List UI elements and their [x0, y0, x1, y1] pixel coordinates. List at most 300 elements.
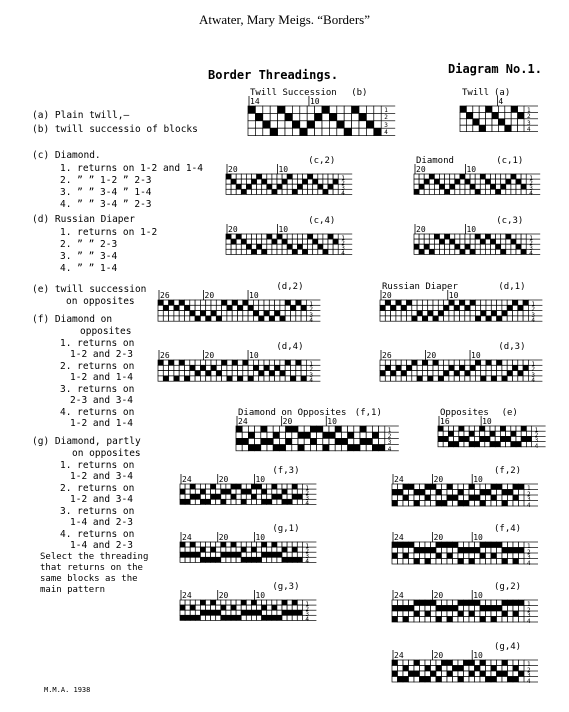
- thread-cell: [492, 106, 498, 112]
- thread-cell: [190, 552, 195, 557]
- thread-cell: [185, 376, 190, 381]
- harness-number: 3: [527, 496, 531, 503]
- thread-cell: [264, 305, 269, 310]
- thread-cell: [195, 542, 200, 547]
- thread-cell: [469, 677, 475, 683]
- thread-cell: [360, 445, 366, 451]
- thread-cell: [297, 557, 302, 562]
- thread-cell: [238, 376, 243, 381]
- thread-cell: [422, 305, 427, 310]
- thread-cell: [470, 179, 475, 184]
- legend-f-sub-4: 1-2 and 1-4: [70, 372, 133, 383]
- thread-cell: [464, 600, 470, 606]
- thread-cell: [280, 311, 285, 316]
- thread-cell: [285, 311, 290, 316]
- thread-cell: [275, 360, 280, 365]
- threading-grid: [180, 526, 318, 564]
- thread-cell: [348, 432, 354, 438]
- thread-cell: [498, 119, 504, 125]
- thread-cell: [221, 547, 226, 552]
- thread-cell: [511, 244, 516, 249]
- thread-cell: [454, 376, 459, 381]
- thread-cell: [226, 249, 231, 254]
- thread-cell: [158, 311, 163, 316]
- thread-cell: [507, 360, 512, 365]
- thread-cell: [425, 677, 431, 683]
- thread-cell: [464, 611, 470, 617]
- thread-cell: [272, 184, 277, 189]
- thread-cell: [297, 184, 302, 189]
- thread-cell: [501, 234, 506, 239]
- thread-cell: [257, 610, 262, 615]
- thread-cell: [248, 371, 253, 376]
- thread-cell: [264, 300, 269, 305]
- thread-cell: [396, 311, 401, 316]
- thread-cell: [521, 179, 526, 184]
- thread-cell: [222, 371, 227, 376]
- thread-cell: [231, 489, 236, 494]
- thread-cell: [163, 316, 168, 321]
- thread-cell: [262, 484, 267, 489]
- thread-cell: [366, 128, 373, 135]
- thread-cell: [475, 174, 480, 179]
- thread-cell: [469, 617, 475, 623]
- thread-cell: [486, 671, 492, 677]
- thread-cell: [458, 671, 464, 677]
- thread-cell: [409, 495, 415, 501]
- thread-cell: [486, 660, 492, 666]
- thread-cell: [241, 249, 246, 254]
- thread-cell: [407, 371, 412, 376]
- thread-cell: [454, 316, 459, 321]
- thread-cell: [262, 605, 267, 610]
- thread-cell: [447, 600, 453, 606]
- thread-cell: [442, 660, 448, 666]
- thread-cell: [200, 371, 205, 376]
- thread-cell: [206, 376, 211, 381]
- thread-cell: [231, 249, 236, 254]
- thread-cell: [474, 436, 479, 441]
- thread-cell: [480, 617, 486, 623]
- thread-cell: [444, 376, 449, 381]
- thread-cell: [323, 249, 328, 254]
- draft-tag: (d,4): [276, 342, 304, 352]
- thread-cell: [296, 305, 301, 310]
- thread-cell: [236, 542, 241, 547]
- thread-cell: [433, 305, 438, 310]
- thread-cell: [516, 426, 521, 431]
- thread-cell: [359, 106, 366, 113]
- thread-cell: [301, 300, 306, 305]
- thread-cell: [227, 365, 232, 370]
- thread-cell: [262, 179, 267, 184]
- thread-cell: [352, 113, 359, 120]
- thread-cell: [507, 371, 512, 376]
- thread-cell: [241, 484, 246, 489]
- legend-g-sub-4: 1-2 and 3-4: [70, 494, 133, 505]
- thread-cell: [403, 559, 409, 565]
- thread-cell: [262, 174, 267, 179]
- thread-cell: [497, 671, 503, 677]
- thread-cell: [491, 249, 496, 254]
- thread-cell: [475, 311, 480, 316]
- thread-cell: [445, 244, 450, 249]
- signature: M.M.A. 1938: [44, 686, 91, 694]
- thread-cell: [304, 445, 310, 451]
- harness-number: 4: [387, 445, 392, 453]
- draft-thread-number: 26: [160, 291, 170, 300]
- thread-cell: [297, 547, 302, 552]
- thread-cell: [179, 376, 184, 381]
- thread-cell: [267, 234, 272, 239]
- thread-cell: [466, 119, 472, 125]
- thread-cell: [200, 499, 205, 504]
- thread-cell: [227, 376, 232, 381]
- thread-cell: [521, 174, 526, 179]
- thread-cell: [277, 234, 282, 239]
- thread-cell: [282, 615, 287, 620]
- thread-cell: [231, 610, 236, 615]
- thread-cell: [491, 239, 496, 244]
- thread-cell: [491, 360, 496, 365]
- legend-g-sub-5: 3. returns on: [60, 506, 135, 517]
- thread-cell: [431, 666, 437, 672]
- thread-cell: [403, 617, 409, 623]
- thread-cell: [285, 360, 290, 365]
- thread-cell: [297, 600, 302, 605]
- thread-cell: [521, 426, 526, 431]
- harness-number: 1: [341, 175, 345, 182]
- thread-cell: [420, 606, 426, 612]
- harness-number: 2: [387, 433, 392, 441]
- thread-cell: [251, 552, 256, 557]
- harness-number: 3: [527, 554, 531, 561]
- thread-cell: [518, 300, 523, 305]
- thread-cell: [447, 490, 453, 496]
- thread-cell: [185, 311, 190, 316]
- thread-cell: [282, 557, 287, 562]
- thread-cell: [206, 615, 211, 620]
- thread-cell: [480, 611, 486, 617]
- thread-cell: [475, 600, 481, 606]
- thread-cell: [506, 239, 511, 244]
- thread-cell: [221, 484, 226, 489]
- thread-cell: [412, 305, 417, 310]
- thread-cell: [226, 179, 231, 184]
- thread-cell: [262, 499, 267, 504]
- thread-cell: [195, 610, 200, 615]
- harness-number: 1: [305, 543, 310, 550]
- thread-cell: [419, 179, 424, 184]
- thread-cell: [211, 360, 216, 365]
- thread-cell: [508, 671, 514, 677]
- thread-cell: [460, 371, 465, 376]
- thread-cell: [282, 610, 287, 615]
- thread-cell: [429, 179, 434, 184]
- thread-cell: [231, 484, 236, 489]
- thread-cell: [323, 234, 328, 239]
- thread-cell: [267, 494, 272, 499]
- thread-cell: [279, 432, 285, 438]
- harness-number: 3: [527, 612, 531, 619]
- thread-cell: [523, 316, 528, 321]
- thread-cell: [469, 436, 474, 441]
- thread-cell: [424, 239, 429, 244]
- draft-thread-number: 10: [327, 417, 337, 426]
- thread-cell: [354, 445, 360, 451]
- thread-cell: [255, 432, 261, 438]
- thread-cell: [236, 432, 242, 438]
- thread-cell: [518, 125, 524, 131]
- thread-cell: [322, 128, 329, 135]
- thread-cell: [248, 305, 253, 310]
- thread-cell: [508, 501, 514, 507]
- thread-cell: [257, 244, 262, 249]
- thread-cell: [185, 542, 190, 547]
- thread-cell: [262, 244, 267, 249]
- legend-c-3: 3. ” ” 3-4 ” 1-4: [60, 187, 152, 198]
- thread-cell: [180, 489, 185, 494]
- thread-cell: [480, 484, 486, 490]
- thread-cell: [420, 484, 426, 490]
- thread-cell: [158, 371, 163, 376]
- draft-thread-number: 10: [255, 475, 266, 484]
- thread-cell: [417, 360, 422, 365]
- thread-cell: [267, 438, 273, 444]
- thread-cell: [286, 426, 292, 432]
- thread-cell: [414, 660, 420, 666]
- thread-cell: [519, 617, 525, 623]
- thread-cell: [216, 499, 221, 504]
- thread-cell: [248, 128, 255, 135]
- thread-cell: [221, 615, 226, 620]
- thread-cell: [502, 660, 508, 666]
- draft-tag: (c,1): [496, 156, 524, 166]
- thread-cell: [323, 184, 328, 189]
- thread-cell: [445, 174, 450, 179]
- thread-cell: [513, 495, 519, 501]
- thread-cell: [464, 660, 470, 666]
- thread-cell: [485, 189, 490, 194]
- thread-cell: [412, 365, 417, 370]
- thread-cell: [190, 499, 195, 504]
- thread-cell: [200, 365, 205, 370]
- thread-cell: [246, 610, 251, 615]
- thread-cell: [391, 376, 396, 381]
- thread-cell: [479, 106, 485, 112]
- thread-cell: [243, 365, 248, 370]
- thread-cell: [366, 113, 373, 120]
- thread-cell: [243, 360, 248, 365]
- thread-cell: [303, 244, 308, 249]
- thread-cell: [216, 305, 221, 310]
- thread-cell: [519, 548, 525, 554]
- thread-cell: [206, 305, 211, 310]
- thread-cell: [447, 548, 453, 554]
- thread-cell: [232, 311, 237, 316]
- thread-cell: [398, 660, 404, 666]
- harness-number: 3: [341, 185, 345, 193]
- thread-cell: [308, 174, 313, 179]
- thread-cell: [267, 249, 272, 254]
- thread-cell: [453, 495, 459, 501]
- thread-cell: [315, 121, 322, 128]
- thread-cell: [248, 438, 254, 444]
- thread-cell: [227, 360, 232, 365]
- thread-cell: [491, 184, 496, 189]
- thread-cell: [282, 184, 287, 189]
- thread-cell: [414, 174, 419, 179]
- thread-cell: [506, 249, 511, 254]
- thread-cell: [444, 300, 449, 305]
- thread-cell: [257, 179, 262, 184]
- thread-cell: [449, 300, 454, 305]
- thread-cell: [257, 189, 262, 194]
- thread-cell: [253, 311, 258, 316]
- thread-cell: [236, 557, 241, 562]
- thread-cell: [401, 376, 406, 381]
- thread-cell: [513, 501, 519, 507]
- thread-cell: [216, 300, 221, 305]
- thread-cell: [470, 174, 475, 179]
- thread-cell: [241, 244, 246, 249]
- thread-cell: [180, 499, 185, 504]
- thread-cell: [285, 106, 292, 113]
- thread-cell: [419, 184, 424, 189]
- thread-cell: [469, 606, 475, 612]
- thread-cell: [433, 311, 438, 316]
- thread-cell: [292, 239, 297, 244]
- thread-cell: [448, 431, 453, 436]
- thread-cell: [475, 239, 480, 244]
- thread-cell: [501, 179, 506, 184]
- draft-thread-number: 10: [278, 225, 289, 234]
- harness-number: 2: [527, 666, 531, 674]
- thread-cell: [179, 371, 184, 376]
- thread-cell: [303, 184, 308, 189]
- thread-cell: [222, 376, 227, 381]
- harness-number: 1: [309, 301, 314, 308]
- thread-cell: [447, 611, 453, 617]
- thread-cell: [169, 305, 174, 310]
- thread-cell: [398, 600, 404, 606]
- thread-cell: [473, 106, 479, 112]
- thread-cell: [195, 605, 200, 610]
- thread-cell: [412, 316, 417, 321]
- thread-cell: [236, 605, 241, 610]
- thread-cell: [491, 234, 496, 239]
- thread-cell: [454, 371, 459, 376]
- thread-cell: [354, 438, 360, 444]
- thread-cell: [436, 600, 442, 606]
- thread-cell: [337, 113, 344, 120]
- thread-cell: [333, 189, 338, 194]
- thread-cell: [414, 666, 420, 672]
- thread-cell: [491, 548, 497, 554]
- thread-cell: [458, 677, 464, 683]
- thread-cell: [297, 499, 302, 504]
- thread-cell: [431, 677, 437, 683]
- thread-cell: [433, 360, 438, 365]
- thread-cell: [516, 179, 521, 184]
- thread-cell: [216, 376, 221, 381]
- thread-cell: [255, 106, 262, 113]
- thread-cell: [352, 128, 359, 135]
- thread-cell: [511, 125, 517, 131]
- thread-cell: [333, 184, 338, 189]
- draft-tag: (g,1): [272, 524, 300, 534]
- thread-cell: [442, 553, 448, 559]
- thread-cell: [262, 189, 267, 194]
- thread-cell: [485, 426, 490, 431]
- draft-thread-number: 26: [382, 351, 392, 360]
- note-line-4: main pattern: [40, 585, 106, 595]
- thread-cell: [419, 174, 424, 179]
- thread-cell: [195, 311, 200, 316]
- harness-number: 4: [527, 501, 531, 509]
- thread-cell: [292, 494, 297, 499]
- thread-cell: [481, 316, 486, 321]
- thread-cell: [460, 311, 465, 316]
- draft-thread-number: 20: [204, 351, 215, 360]
- thread-cell: [398, 484, 404, 490]
- thread-cell: [232, 365, 237, 370]
- thread-cell: [454, 436, 459, 441]
- thread-cell: [497, 606, 503, 612]
- harness-number: 3: [305, 553, 310, 561]
- thread-cell: [420, 666, 426, 672]
- thread-cell: [253, 376, 258, 381]
- thread-cell: [269, 360, 274, 365]
- draft-tag: (g,3): [272, 582, 300, 592]
- thread-cell: [464, 559, 470, 565]
- thread-cell: [277, 484, 282, 489]
- legend-f-sub-1: 1. returns on: [60, 338, 135, 349]
- thread-cell: [211, 311, 216, 316]
- thread-cell: [450, 189, 455, 194]
- thread-cell: [453, 600, 459, 606]
- thread-cell: [475, 671, 481, 677]
- thread-cell: [341, 438, 347, 444]
- thread-cell: [392, 677, 398, 683]
- thread-cell: [264, 316, 269, 321]
- thread-cell: [226, 234, 231, 239]
- thread-cell: [317, 438, 323, 444]
- thread-cell: [180, 484, 185, 489]
- thread-cell: [263, 113, 270, 120]
- harness-number: 1: [341, 235, 345, 242]
- thread-cell: [436, 495, 442, 501]
- thread-cell: [502, 365, 507, 370]
- thread-cell: [287, 615, 292, 620]
- thread-cell: [180, 605, 185, 610]
- thread-cell: [185, 552, 190, 557]
- thread-cell: [169, 316, 174, 321]
- thread-cell: [409, 490, 415, 496]
- thread-cell: [292, 610, 297, 615]
- thread-cell: [259, 360, 264, 365]
- thread-cell: [255, 438, 261, 444]
- thread-cell: [308, 189, 313, 194]
- thread-cell: [442, 490, 448, 496]
- draft-thread-number: 10: [249, 291, 259, 300]
- thread-cell: [453, 660, 459, 666]
- thread-cell: [486, 365, 491, 370]
- thread-cell: [425, 671, 431, 677]
- thread-cell: [433, 300, 438, 305]
- thread-cell: [211, 300, 216, 305]
- thread-cell: [206, 542, 211, 547]
